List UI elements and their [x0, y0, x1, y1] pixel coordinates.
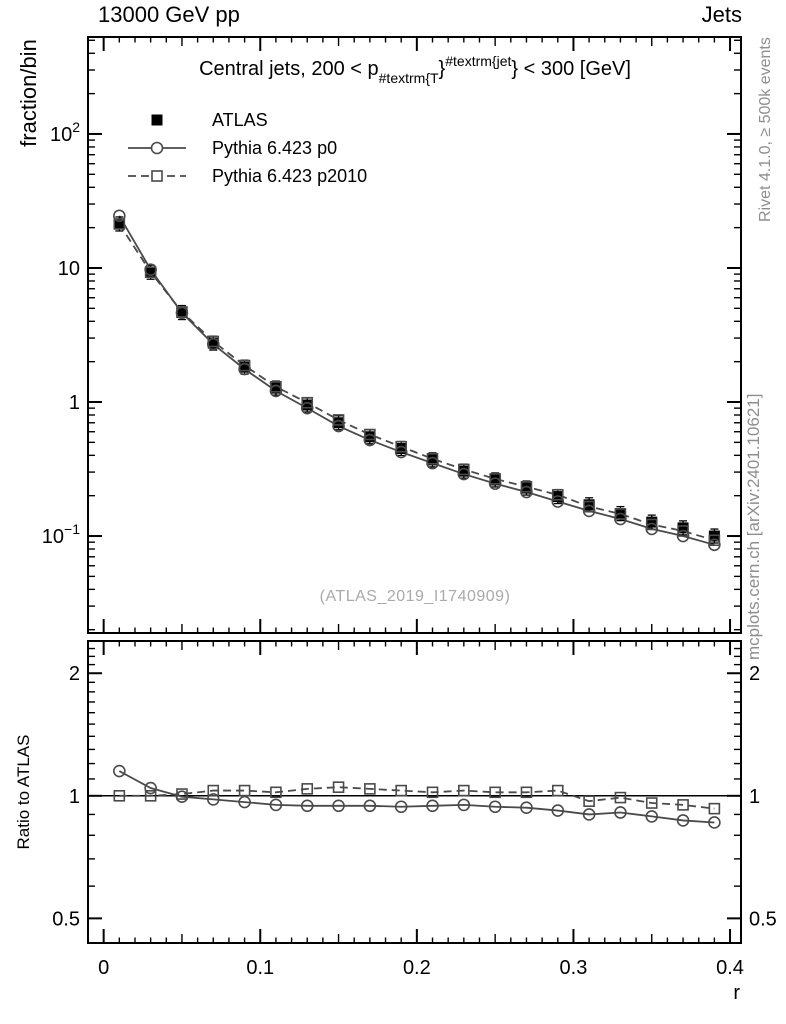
legend	[126, 106, 367, 190]
legend-label: Pythia 6.423 p2010	[212, 165, 368, 186]
p0-series-markers	[114, 210, 720, 550]
legend-label: ATLAS	[212, 109, 268, 130]
svg-text:2: 2	[68, 663, 80, 686]
svg-text:0.5: 0.5	[749, 908, 777, 931]
svg-text:10: 10	[57, 257, 80, 280]
x-axis-title: r	[733, 982, 740, 1004]
plot-title	[89, 53, 741, 86]
open-circle-marker-icon	[126, 138, 188, 158]
y-axis-title-main: fraction/bin	[16, 39, 41, 147]
axis-tick-labels	[42, 119, 777, 979]
mcplots-reference-note: mcplots.cern.ch [arXiv:2401.10621]	[744, 393, 763, 660]
svg-text:2: 2	[749, 663, 761, 686]
svg-text:0.2: 0.2	[402, 957, 431, 979]
analysis-id-watermark: (ATLAS_2019_I1740909)	[319, 588, 511, 605]
plot-title-subscript: #textrm{T	[378, 70, 439, 86]
p2010-series-markers	[114, 219, 719, 545]
svg-text:0.5: 0.5	[52, 908, 80, 931]
plot-title-superscript: #textrm{jet	[445, 53, 512, 69]
filled-square-marker-icon	[126, 110, 188, 130]
analysis-group-label: Jets	[701, 2, 742, 27]
plot-title-brace1: }	[438, 58, 446, 80]
p2010-series-line	[119, 224, 714, 540]
plot-title-suffix: < 300 [GeV]	[518, 58, 631, 80]
y-axis-title-ratio: Ratio to ATLAS	[14, 734, 33, 850]
legend-row-pythia-p2010	[126, 162, 367, 190]
svg-text:1: 1	[68, 785, 80, 808]
rivet-version-note: Rivet 4.1.0, ≥ 500k events	[757, 37, 774, 222]
open-square-marker-icon	[126, 166, 188, 186]
ratio-p0-series	[114, 766, 720, 828]
svg-text:1: 1	[749, 785, 761, 808]
plot-title-prefix: Central jets, 200 < p	[199, 58, 379, 80]
svg-text:102: $10^2$	[49, 118, 80, 146]
svg-text:1: 1	[68, 392, 80, 415]
beam-energy-label: 13000 GeV pp	[98, 2, 240, 27]
svg-text:0.1: 0.1	[246, 957, 275, 979]
svg-text:10−1: $10^{-1}$	[41, 521, 80, 549]
legend-label: Pythia 6.423 p0	[212, 137, 338, 158]
p0-series-line	[119, 216, 714, 545]
legend-row-pythia-p0	[126, 134, 367, 162]
atlas-data-points	[114, 217, 720, 543]
svg-text:0: 0	[98, 957, 110, 979]
plot-title-brace2: }	[511, 58, 519, 80]
svg-text:0.3: 0.3	[559, 957, 588, 979]
legend-row-atlas	[126, 106, 367, 134]
svg-text:0.4: 0.4	[716, 957, 744, 979]
